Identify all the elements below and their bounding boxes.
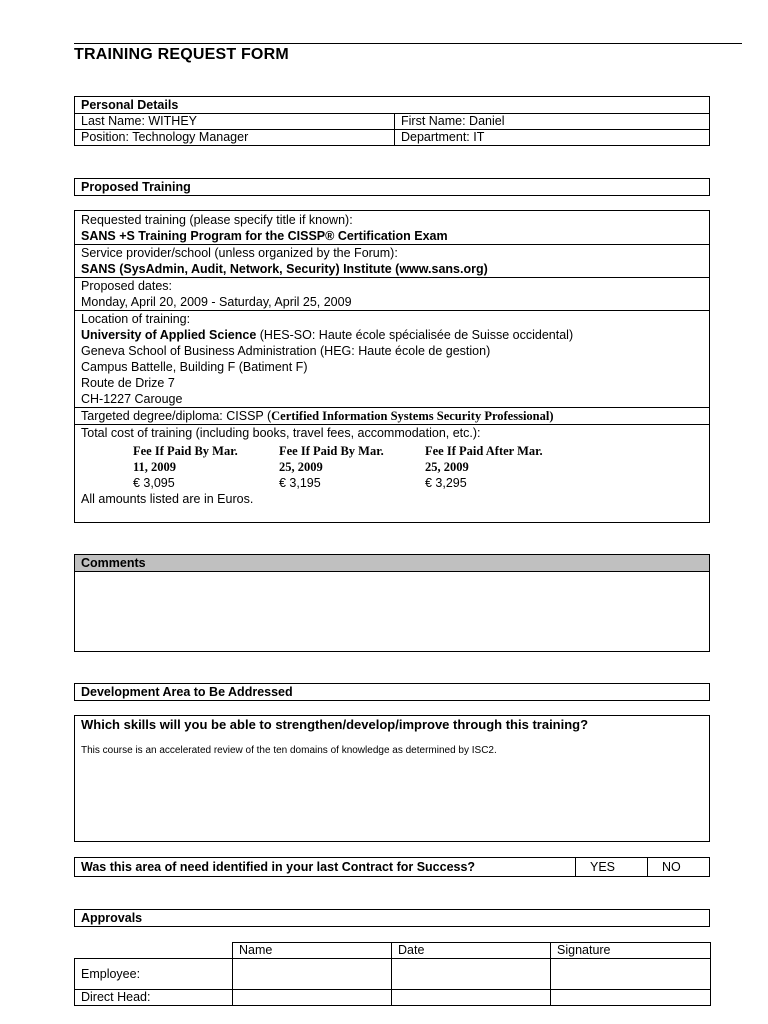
requested-training-row <box>75 211 709 244</box>
location-line: Geneva School of Business Administration (HEG: Haute école de gestion) <box>81 344 491 358</box>
col-signature-header: Signature <box>551 943 711 959</box>
fee-heading: Fee If Paid After Mar. <box>425 444 543 458</box>
requested-training-label: Requested training (please specify title if known): <box>81 213 353 227</box>
location-label: Location of training: <box>81 312 191 326</box>
development-header-box <box>74 683 710 701</box>
employee-signature-cell[interactable] <box>551 959 711 990</box>
fee-column <box>133 443 279 491</box>
position-field: Position: Technology Manager <box>75 130 395 146</box>
fee-heading: Fee If Paid By Mar. <box>279 444 384 458</box>
approvals-table <box>74 942 711 1006</box>
provider-row <box>75 244 709 277</box>
skills-question: Which skills will you be able to strengthen/develop/improve through this training? <box>81 717 589 732</box>
location-line: Route de Drize 7 <box>81 376 175 390</box>
cost-label: Total cost of training (including books, travel fees, accommodation, etc.): <box>81 426 481 440</box>
fee-column <box>279 443 425 491</box>
fee-heading-date: 25, 2009 <box>279 460 323 474</box>
location-line: Campus Battelle, Building F (Batiment F) <box>81 360 308 374</box>
provider-value: SANS (SysAdmin, Audit, Network, Security) Institute (www.sans.org) <box>81 262 488 276</box>
skills-section <box>74 715 710 842</box>
direct-head-signature-cell[interactable] <box>551 990 711 1006</box>
fee-schedule <box>133 443 703 491</box>
direct-head-date-cell[interactable] <box>392 990 551 1006</box>
location-main <box>81 327 703 343</box>
location-line: CH-1227 Carouge <box>81 392 183 406</box>
currency-note: All amounts listed are in Euros. <box>81 492 254 506</box>
approvals-header-box <box>74 909 710 927</box>
last-name-field: Last Name: WITHEY <box>75 114 395 130</box>
proposed-training-details <box>74 210 710 523</box>
location-row <box>75 310 709 407</box>
top-rule <box>74 43 742 44</box>
location-university-detail: (HES-SO: Haute école spécialisée de Suisse occidental) <box>256 328 574 342</box>
dates-value: Monday, April 20, 2009 - Saturday, April 25, 2009 <box>81 295 352 309</box>
department-field: Department: IT <box>395 130 710 146</box>
direct-head-name-cell[interactable] <box>233 990 392 1006</box>
comments-section <box>74 554 710 652</box>
degree-full-name: Certified Information Systems Security Professional) <box>271 409 554 423</box>
yes-option[interactable]: YES <box>575 858 647 876</box>
employee-name-cell[interactable] <box>233 959 392 990</box>
fee-amount: € 3,095 <box>133 476 175 490</box>
fee-heading-date: 11, 2009 <box>133 460 177 474</box>
approvals-header: Approvals <box>81 911 143 925</box>
form-title: TRAINING REQUEST FORM <box>74 46 289 63</box>
degree-label: Targeted degree/diploma: CISSP ( <box>81 409 272 423</box>
col-name-header: Name <box>233 943 392 959</box>
contract-question-row <box>74 857 710 877</box>
first-name-field: First Name: Daniel <box>395 114 710 130</box>
personal-details-header: Personal Details <box>81 98 179 112</box>
employee-row-label: Employee: <box>75 959 233 990</box>
provider-label: Service provider/school (unless organized by the Forum): <box>81 246 398 260</box>
requested-training-value: SANS +S Training Program for the CISSP® Certification Exam <box>81 229 448 243</box>
fee-amount: € 3,195 <box>279 476 321 490</box>
proposed-training-header: Proposed Training <box>81 180 191 194</box>
comments-header: Comments <box>75 555 709 572</box>
employee-date-cell[interactable] <box>392 959 551 990</box>
personal-details-table <box>74 113 710 146</box>
fee-heading-date: 25, 2009 <box>425 460 469 474</box>
dates-label: Proposed dates: <box>81 279 173 293</box>
no-option[interactable]: NO <box>647 858 709 876</box>
personal-details-section <box>74 96 710 146</box>
col-date-header: Date <box>392 943 551 959</box>
contract-question: Was this area of need identified in your last Contract for Success? <box>81 860 476 874</box>
fee-column <box>425 443 571 491</box>
degree-row <box>75 407 709 424</box>
approvals-corner <box>75 943 233 959</box>
cost-row <box>75 424 709 507</box>
comments-area[interactable] <box>75 572 709 652</box>
direct-head-row-label: Direct Head: <box>75 990 233 1006</box>
development-header: Development Area to Be Addressed <box>81 685 293 699</box>
fee-amount: € 3,295 <box>425 476 467 490</box>
dates-row <box>75 277 709 310</box>
fee-heading: Fee If Paid By Mar. <box>133 444 238 458</box>
location-university: University of Applied Science <box>81 328 257 342</box>
proposed-training-header-box <box>74 178 710 196</box>
skills-answer[interactable]: This course is an accelerated review of the ten domains of knowledge as determined by ISC2. <box>81 745 497 756</box>
